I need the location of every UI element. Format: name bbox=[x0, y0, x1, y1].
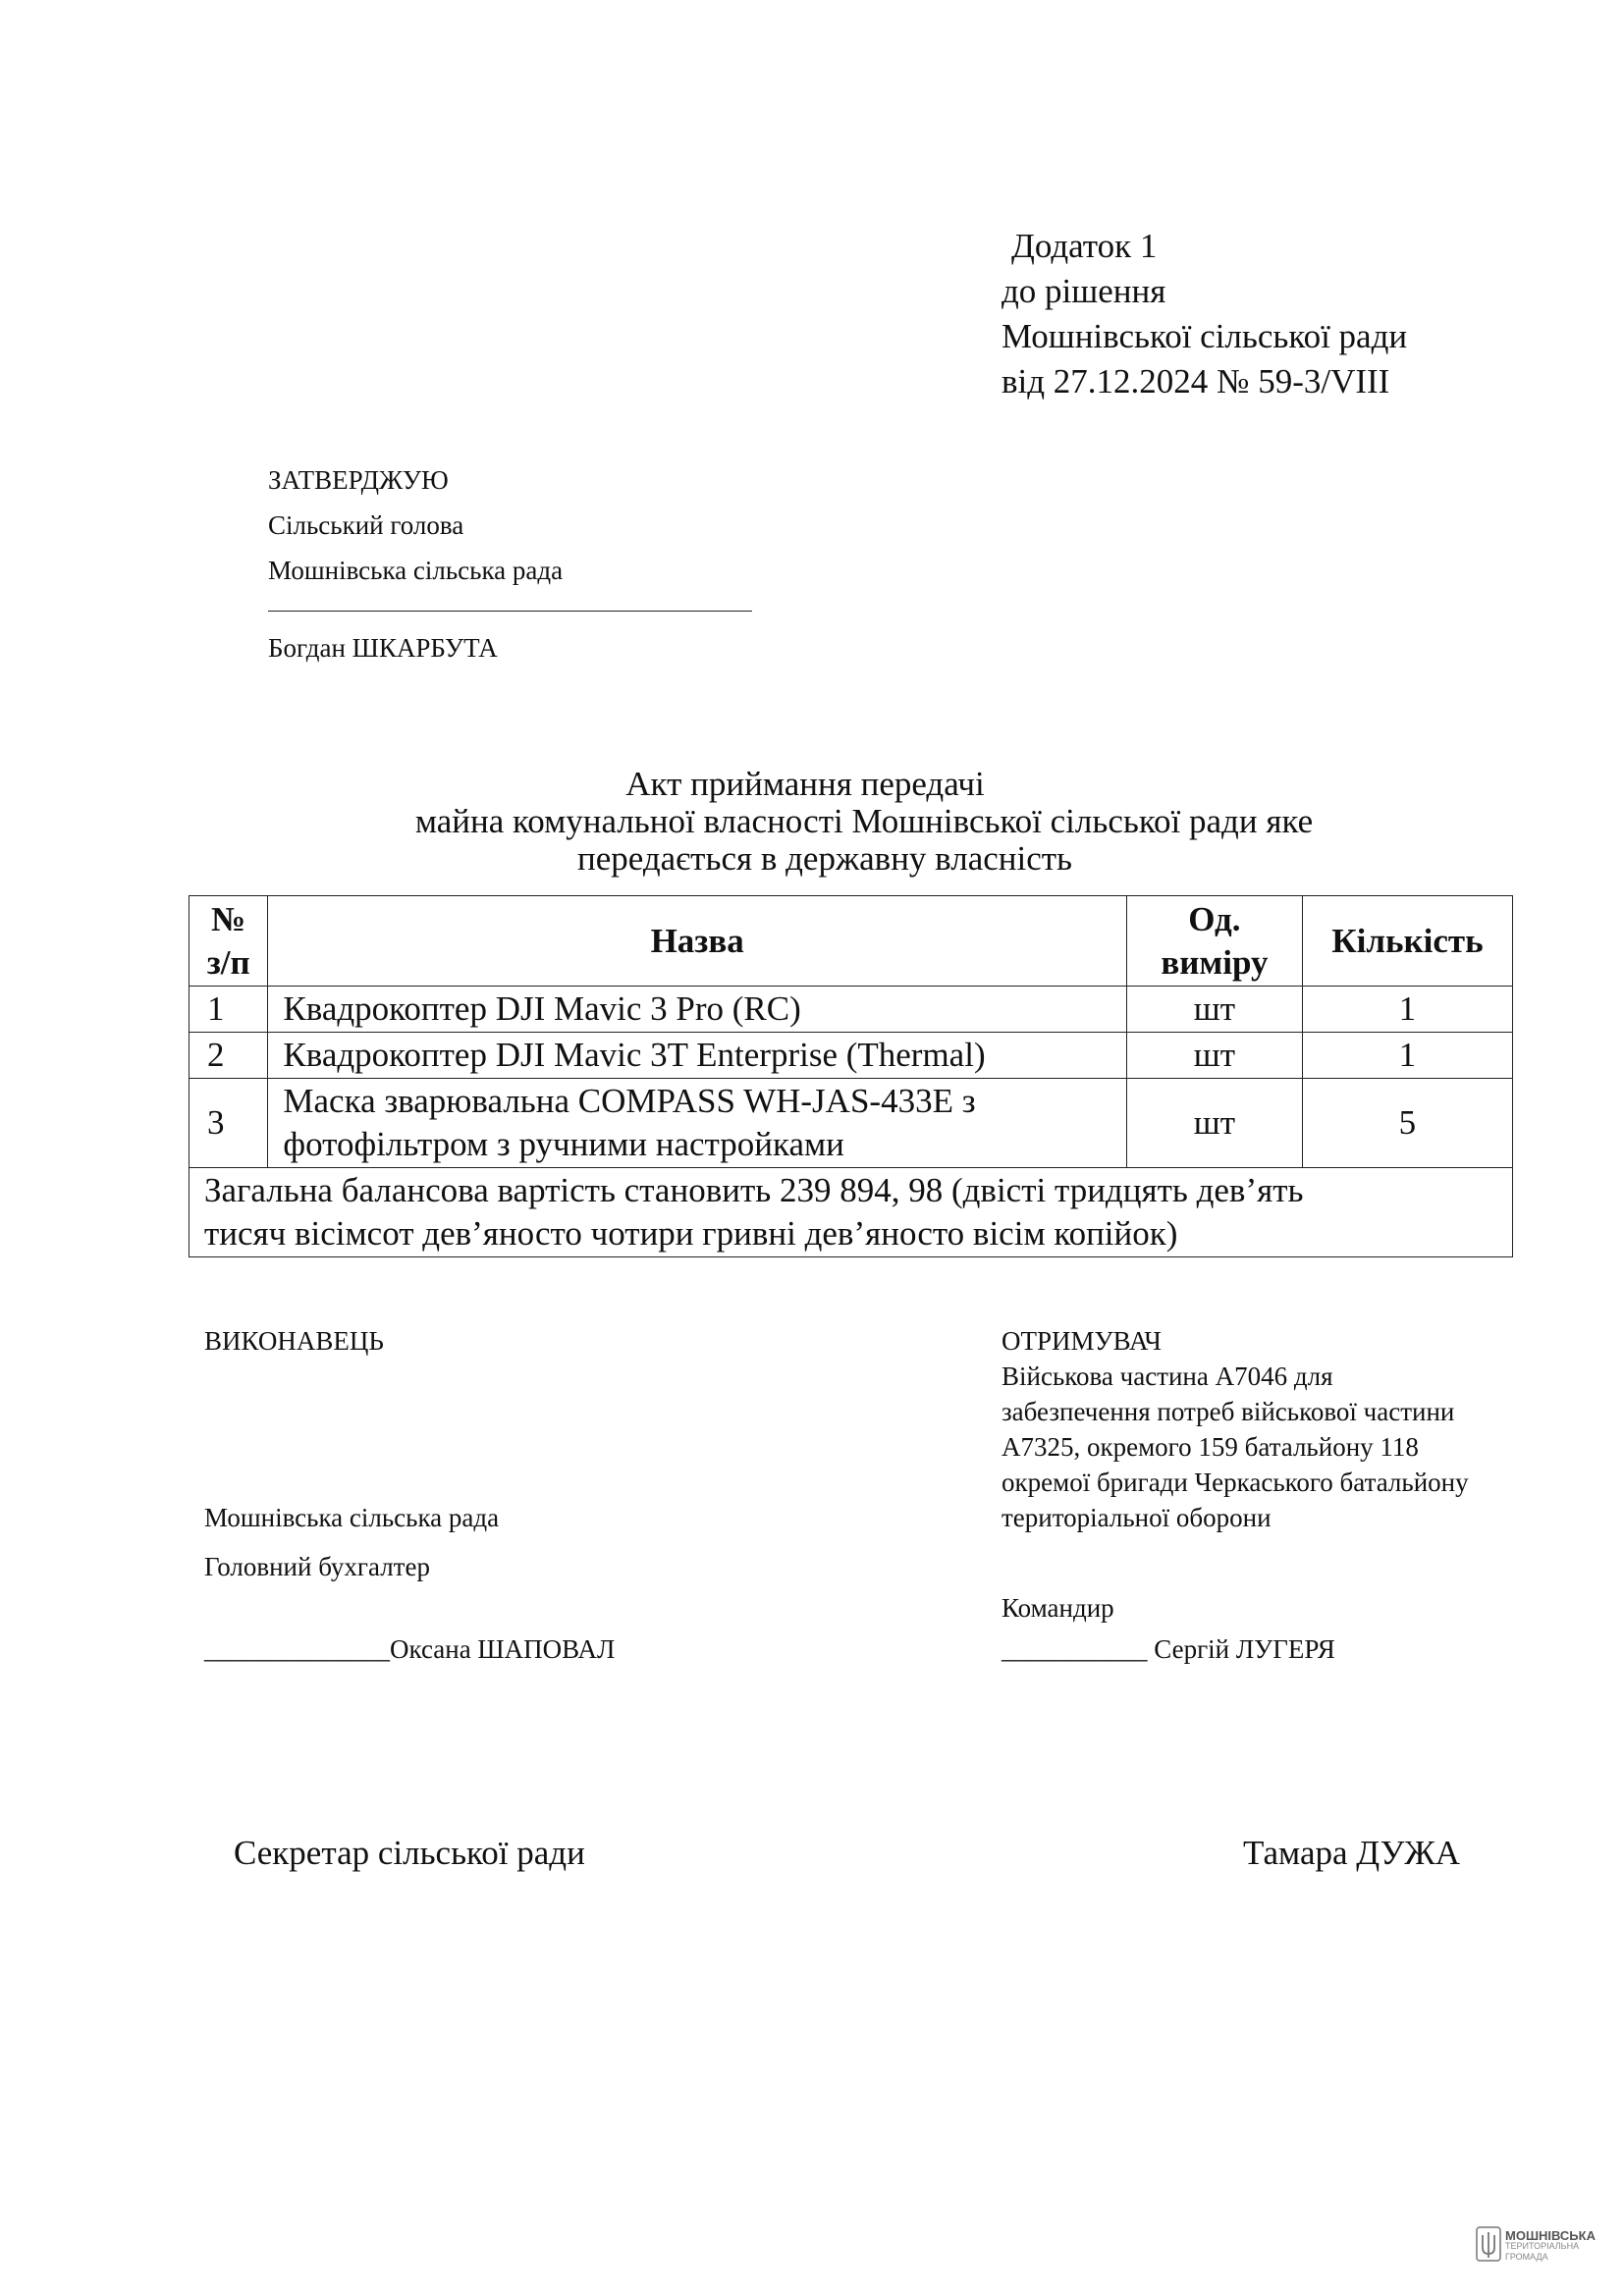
executor-signature bbox=[204, 1631, 615, 1667]
row-name-line2: фотофільтром з ручними настройками bbox=[283, 1125, 844, 1163]
executor-signature-blank: ______________ bbox=[204, 1634, 390, 1664]
row-unit: шт bbox=[1126, 1079, 1302, 1168]
executor-organization: Мошнівська сільська рада bbox=[204, 1503, 500, 1532]
row-num: 3 bbox=[189, 1079, 268, 1168]
annex-block bbox=[1001, 224, 1407, 404]
header-num-line1: № bbox=[211, 899, 246, 938]
approval-organization: Мошнівська сільська рада bbox=[268, 556, 564, 585]
header-name: Назва bbox=[268, 896, 1127, 987]
header-unit-line1: Од. bbox=[1188, 899, 1241, 938]
secretary-name: Тамара ДУЖА bbox=[1243, 1834, 1460, 1872]
row-qty: 1 bbox=[1302, 987, 1512, 1033]
annex-council: Мошнівської сільської ради bbox=[1001, 317, 1408, 355]
annex-decision: до рішення bbox=[1001, 272, 1166, 310]
table-row bbox=[189, 1079, 1513, 1168]
logo-line1: МОШНІВСЬКА bbox=[1505, 2227, 1596, 2243]
act-title-line2: майна комунальної власності Мошнівської сільської ради яке bbox=[414, 802, 1314, 840]
recipient-line5: територіальної оборони bbox=[1001, 1503, 1272, 1532]
annex-date: від 27.12.2024 № 59-3/VIII bbox=[1001, 362, 1390, 400]
row-qty: 5 bbox=[1302, 1079, 1512, 1168]
approval-signature-line bbox=[268, 611, 752, 612]
recipient-line3: А7325, окремого 159 батальйону 118 bbox=[1001, 1432, 1419, 1462]
row-qty: 1 bbox=[1302, 1033, 1512, 1079]
row-num: 2 bbox=[189, 1033, 268, 1079]
trident-emblem-icon bbox=[1476, 2226, 1501, 2266]
table-row bbox=[189, 1033, 1513, 1079]
secretary-position: Секретар сільської ради bbox=[234, 1834, 585, 1872]
logo-line2: ТЕРИТОРІАЛЬНА bbox=[1505, 2240, 1580, 2251]
table-header-row bbox=[189, 896, 1513, 987]
total-line2: тисяч вісімсот дев’яносто чотири гривні дев’яносто вісім копійок) bbox=[204, 1214, 1178, 1253]
header-unit bbox=[1126, 896, 1302, 987]
header-num-line2: з/п bbox=[206, 942, 250, 982]
recipient-line4: окремої бригади Черкаського батальйону bbox=[1001, 1468, 1469, 1497]
approval-name: Богдан ШКАРБУТА bbox=[268, 633, 498, 663]
act-title-line3: передається в державну власність bbox=[576, 839, 1073, 878]
row-name: Квадрокоптер DJI Mavic 3T Enterprise (Thermal) bbox=[268, 1033, 1127, 1079]
logo-line3: ГРОМАДА bbox=[1505, 2251, 1548, 2262]
table-total-row bbox=[189, 1168, 1513, 1257]
act-title-line1: Акт приймання передачі bbox=[625, 765, 985, 803]
row-unit: шт bbox=[1126, 987, 1302, 1033]
recipient-line2: забезпечення потреб військової частини bbox=[1001, 1397, 1455, 1426]
recipient-line1: Військова частина А7046 для bbox=[1001, 1362, 1333, 1391]
recipient-position: Командир bbox=[1001, 1593, 1114, 1623]
approval-block bbox=[268, 457, 752, 667]
recipient-name: Сергій ЛУГЕРЯ bbox=[1154, 1634, 1335, 1664]
row-unit: шт bbox=[1126, 1033, 1302, 1079]
executor-name: Оксана ШАПОВАЛ bbox=[390, 1634, 616, 1664]
annex-number: Додаток 1 bbox=[1011, 227, 1158, 265]
recipient-heading: ОТРИМУВАЧ bbox=[1001, 1326, 1162, 1356]
approval-position: Сільський голова bbox=[268, 510, 464, 540]
row-num: 1 bbox=[189, 987, 268, 1033]
header-qty: Кількість bbox=[1302, 896, 1512, 987]
total-value bbox=[189, 1168, 1513, 1257]
header-num bbox=[189, 896, 268, 987]
recipient-signature-blank: ___________ bbox=[1001, 1634, 1148, 1664]
table-row bbox=[189, 987, 1513, 1033]
executor-position: Головний бухгалтер bbox=[204, 1552, 430, 1581]
header-unit-line2: виміру bbox=[1161, 942, 1269, 982]
recipient-signature bbox=[1001, 1631, 1335, 1667]
row-name-line1: Маска зварювальна COMPASS WH-JAS-433E з bbox=[283, 1082, 976, 1120]
community-logo bbox=[1476, 2226, 1596, 2266]
act-title bbox=[196, 766, 1414, 878]
logo-text bbox=[1505, 2227, 1596, 2263]
property-table bbox=[189, 895, 1513, 1257]
row-name bbox=[268, 1079, 1127, 1168]
row-name: Квадрокоптер DJI Mavic 3 Pro (RC) bbox=[268, 987, 1127, 1033]
executor-heading: ВИКОНАВЕЦЬ bbox=[204, 1326, 384, 1356]
approval-heading: ЗАТВЕРДЖУЮ bbox=[268, 465, 449, 495]
total-line1: Загальна балансова вартість становить 239 894, 98 (двісті тридцять дев’ять bbox=[204, 1171, 1304, 1209]
